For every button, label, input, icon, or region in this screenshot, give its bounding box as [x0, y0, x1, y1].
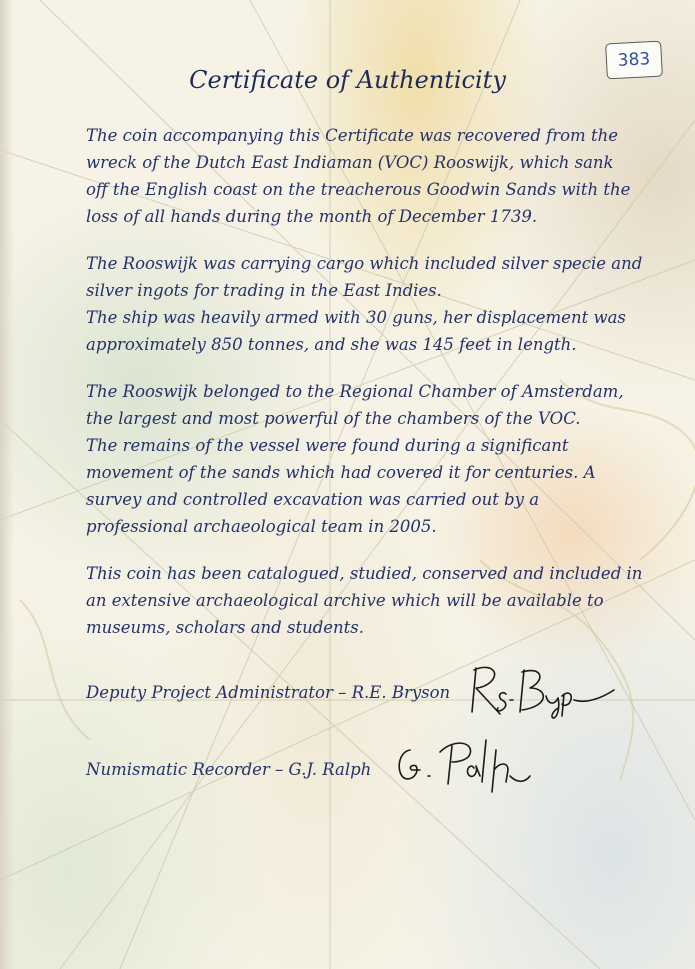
text-line: The Rooswijk was carrying cargo which included silver specie and	[86, 254, 643, 273]
text-line: The ship was heavily armed with 30 guns, her displacement was	[86, 308, 626, 327]
signatory-bryson-label: Deputy Project Administrator – R.E. Bryson	[86, 683, 451, 702]
text-line: an extensive archaeological archive which will be available to	[86, 591, 604, 610]
text-line: off the English coast on the treacherous Goodwin Sands with the	[86, 180, 631, 199]
text-line: This coin has been catalogued, studied, conserved and included in	[86, 564, 643, 583]
text-line: museums, scholars and students.	[86, 618, 365, 637]
paragraph-recovery	[86, 122, 631, 230]
text-line: approximately 850 tonnes, and she was 145 feet in length.	[86, 335, 577, 354]
text-line: movement of the sands which had covered it for centuries. A	[86, 463, 596, 482]
certificate-title: Certificate of Authenticity	[189, 66, 506, 94]
text-line: The remains of the vessel were found during a significant	[86, 436, 569, 455]
text-line: The coin accompanying this Certificate was recovered from the	[86, 126, 618, 145]
text-line: loss of all hands during the month of December 1739.	[86, 207, 538, 226]
certificate-body	[86, 122, 643, 661]
paragraph-cargo	[86, 250, 643, 358]
serial-number: 383	[617, 49, 651, 71]
paragraph-ownership	[86, 378, 626, 540]
signatory-ralph-label: Numismatic Recorder – G.J. Ralph	[86, 760, 372, 779]
text-line: survey and controlled excavation was carried out by a	[86, 490, 540, 509]
text-line: The Rooswijk belonged to the Regional Chamber of Amsterdam,	[86, 382, 624, 401]
signature-bryson	[462, 660, 622, 720]
paragraph-archive	[86, 560, 643, 641]
text-line: wreck of the Dutch East Indiaman (VOC) Rooswijk, which sank	[86, 153, 614, 172]
paper-edge-shadow	[0, 0, 14, 969]
signature-ralph	[390, 732, 540, 802]
text-line: silver ingots for trading in the East Indies.	[86, 281, 442, 300]
text-line: the largest and most powerful of the chambers of the VOC.	[86, 409, 581, 428]
text-line: professional archaeological team in 2005.	[86, 517, 437, 536]
